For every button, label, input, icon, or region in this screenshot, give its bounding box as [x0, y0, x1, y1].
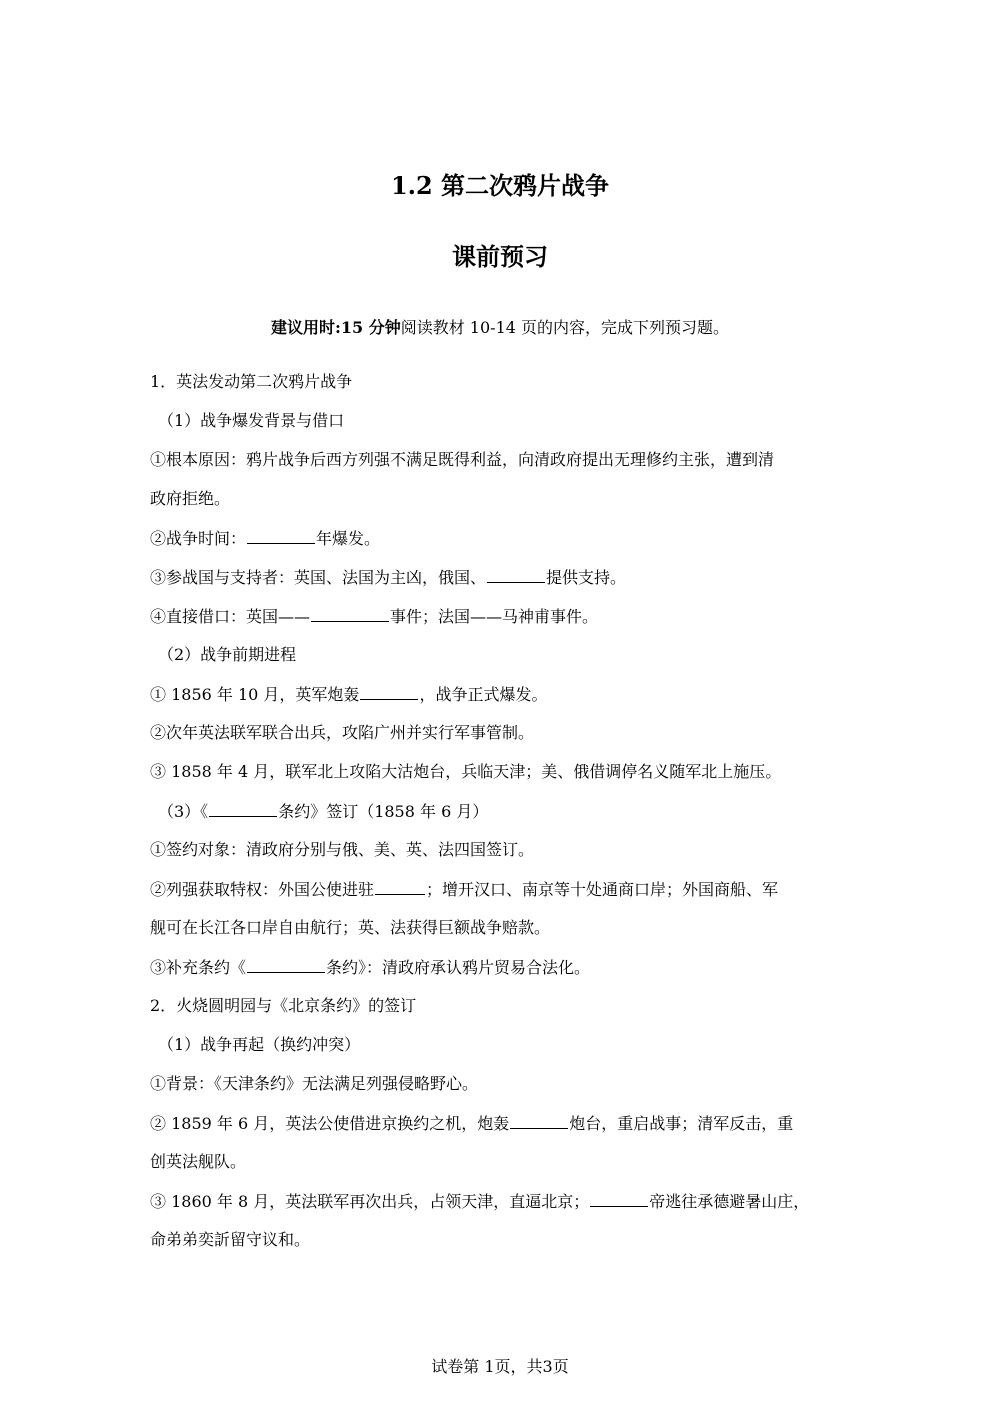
text-segment: 事件；法国——马神甫事件。: [390, 607, 599, 626]
text-segment: ②战争时间：: [150, 529, 247, 548]
text-segment: ④直接借口：英国——: [150, 607, 311, 626]
text-segment: ① 1856 年 10 月，英军炮轰: [150, 685, 360, 704]
document-title: 1.2 第二次鸦片战争: [390, 171, 610, 200]
text-segment: （3）《: [158, 802, 209, 821]
section-heading-2: 2．火烧圆明园与《北京条约》的签订: [150, 996, 417, 1015]
text-line: 政府拒绝。: [150, 489, 231, 508]
answer-blank[interactable]: [311, 604, 389, 622]
text-segment: ② 1859 年 6 月，英法公使借进京换约之机，炮轰: [150, 1114, 510, 1133]
text-segment: 年爆发。: [316, 529, 381, 548]
text-segment: ③补充条约《: [150, 958, 247, 977]
intro-instructions: 阅读教材 10-14 页的内容，完成下列预习题。: [400, 318, 730, 337]
text-segment: 帝逃往承德避暑山庄，: [649, 1192, 810, 1211]
answer-blank[interactable]: [375, 877, 425, 895]
answer-blank[interactable]: [360, 682, 418, 700]
answer-blank[interactable]: [209, 799, 277, 817]
page-footer: 试卷第 1页，共3页: [431, 1357, 569, 1376]
fill-in-line: [150, 526, 380, 551]
answer-blank[interactable]: [247, 955, 325, 973]
text-segment: 条约》：清政府承认鸦片贸易合法化。: [326, 958, 591, 977]
document-subtitle: 课前预习: [452, 242, 548, 271]
subsection-heading-1-1: （1）战争爆发背景与借口: [158, 411, 345, 430]
subsection-heading-1-3: [158, 799, 488, 824]
fill-in-line: [150, 682, 547, 707]
intro-line: [0, 316, 1000, 340]
fill-in-line: [150, 877, 778, 902]
subsection-heading-2-1: （1）战争再起（换约冲突）: [158, 1035, 361, 1054]
text-line: 舰可在长江各口岸自由航行；英、法获得巨额战争赔款。: [150, 918, 551, 937]
text-segment: ，战争正式爆发。: [419, 685, 548, 704]
text-line: ③ 1858 年 4 月，联军北上攻陷大沽炮台，兵临天津；美、俄借调停名义随军北上施压。: [150, 762, 782, 781]
suggested-time: 建议用时:15 分钟: [270, 318, 401, 337]
section-heading-1: 1．英法发动第二次鸦片战争: [150, 372, 353, 391]
text-segment: 提供支持。: [546, 568, 627, 587]
text-line: ①根本原因：鸦片战争后西方列强不满足既得利益，向清政府提出无理修约主张，遭到清: [150, 450, 775, 469]
answer-blank[interactable]: [510, 1111, 568, 1129]
text-segment: 炮台，重启战事；清军反击，重: [569, 1114, 794, 1133]
text-segment: ；增开汉口、南京等十处通商口岸；外国商船、军: [426, 880, 779, 899]
fill-in-line: [150, 565, 626, 590]
fill-in-line: [150, 1111, 793, 1136]
text-segment: ③参战国与支持者：英国、法国为主凶，俄国、: [150, 568, 487, 587]
fill-in-line: [150, 604, 598, 629]
text-line: 命弟弟奕訢留守议和。: [150, 1230, 311, 1249]
text-segment: ③ 1860 年 8 月，英法联军再次出兵，占领天津，直逼北京；: [150, 1192, 590, 1211]
text-line: ②次年英法联军联合出兵，攻陷广州并实行军事管制。: [150, 723, 535, 742]
text-segment: 条约》签订（1858 年 6 月）: [278, 802, 489, 821]
subsection-heading-1-2: （2）战争前期进程: [158, 645, 297, 664]
answer-blank[interactable]: [247, 526, 315, 544]
text-segment: ②列强获取特权：外国公使进驻: [150, 880, 375, 899]
answer-blank[interactable]: [487, 565, 545, 583]
answer-blank[interactable]: [590, 1189, 648, 1207]
fill-in-line: [150, 955, 590, 980]
text-line: ①签约对象：清政府分别与俄、美、英、法四国签订。: [150, 840, 535, 859]
text-line: 创英法舰队。: [150, 1152, 247, 1171]
fill-in-line: [150, 1189, 809, 1214]
text-line: ①背景：《天津条约》无法满足列强侵略野心。: [150, 1074, 479, 1093]
